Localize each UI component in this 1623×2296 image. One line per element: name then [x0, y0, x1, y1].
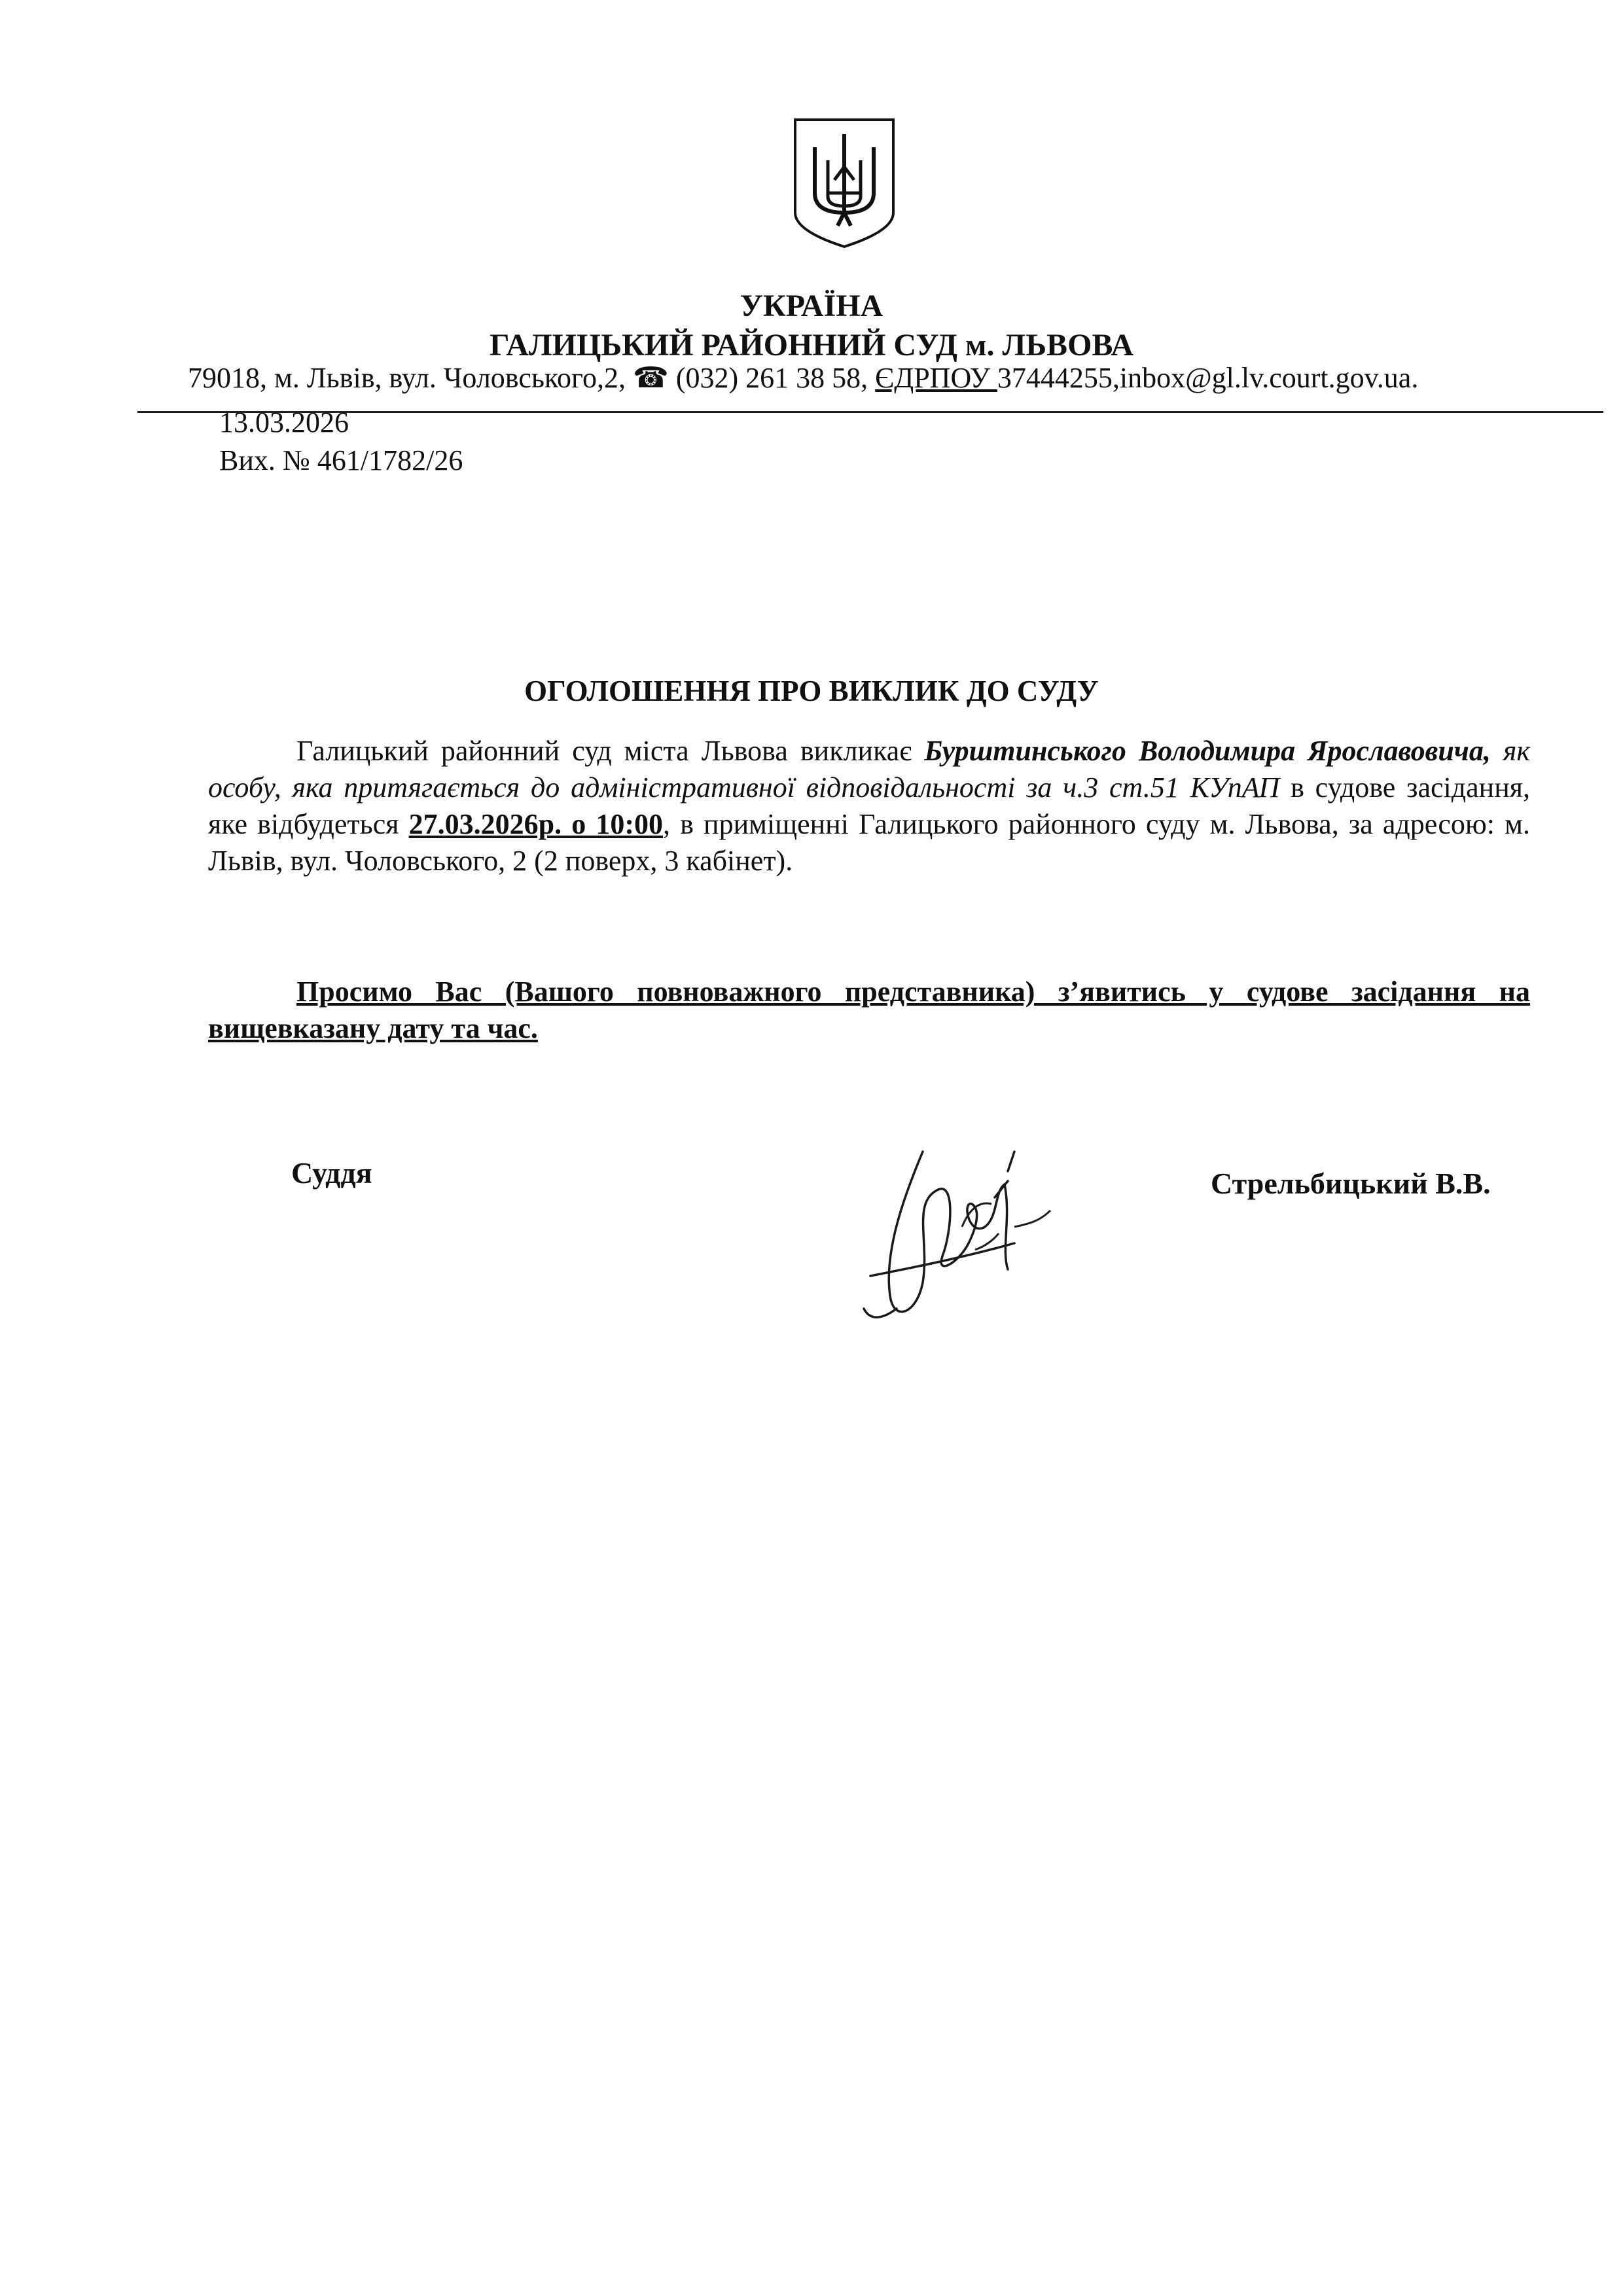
- para-intro: Галицький районний суд міста Львова викликає: [296, 735, 925, 767]
- address-text: 79018, м. Львів, вул. Чоловського,2,: [188, 362, 633, 394]
- header-divider: [137, 411, 1603, 413]
- person-name: Бурштинського Володимира Ярославовича,: [924, 735, 1491, 767]
- edrpou-label: ЄДРПОУ: [875, 362, 997, 394]
- document-date: 13.03.2026: [219, 406, 349, 438]
- edrpou-and-email: 37444255,inbox@gl.lv.court.gov.ua.: [997, 362, 1419, 394]
- appearance-request: Просимо Вас (Вашого повноважного представника) з’явитись у судове засідання на вищевказану дату та час.: [208, 976, 1530, 1044]
- para-mid: в судове засідання, яке відбудеться: [208, 771, 1530, 840]
- judge-name: Стрельбицький В.В.: [1211, 1167, 1491, 1200]
- outgoing-number: Вих. № 461/1782/26: [219, 444, 463, 476]
- handwritten-signature: [844, 1112, 1080, 1348]
- person-role: як особу, яка притягається до адміністративної відповідальності за ч.3 ст.51 КУпАП: [208, 735, 1530, 804]
- notice-title: ОГОЛОШЕННЯ ПРО ВИКЛИК ДО СУДУ: [524, 675, 1099, 707]
- para-end: , в приміщенні Галицького районного суду м. Львова, за адресою: м. Львів, вул. Чоловського, 2 (2 поверх, 3 кабінет).: [208, 808, 1531, 877]
- coat-of-arms-icon: [789, 115, 900, 252]
- country-heading: УКРАЇНА: [740, 289, 883, 323]
- hearing-datetime: 27.03.2026р. о 10:00: [408, 808, 664, 840]
- judge-title: Суддя: [291, 1156, 372, 1190]
- phone-icon: ☎: [633, 362, 669, 394]
- court-heading: ГАЛИЦЬКИЙ РАЙОННИЙ СУД м. ЛЬВОВА: [489, 328, 1134, 362]
- court-address-line: [188, 361, 1418, 395]
- notice-paragraph: [208, 733, 1530, 879]
- phone-number: (032) 261 38 58,: [668, 362, 876, 394]
